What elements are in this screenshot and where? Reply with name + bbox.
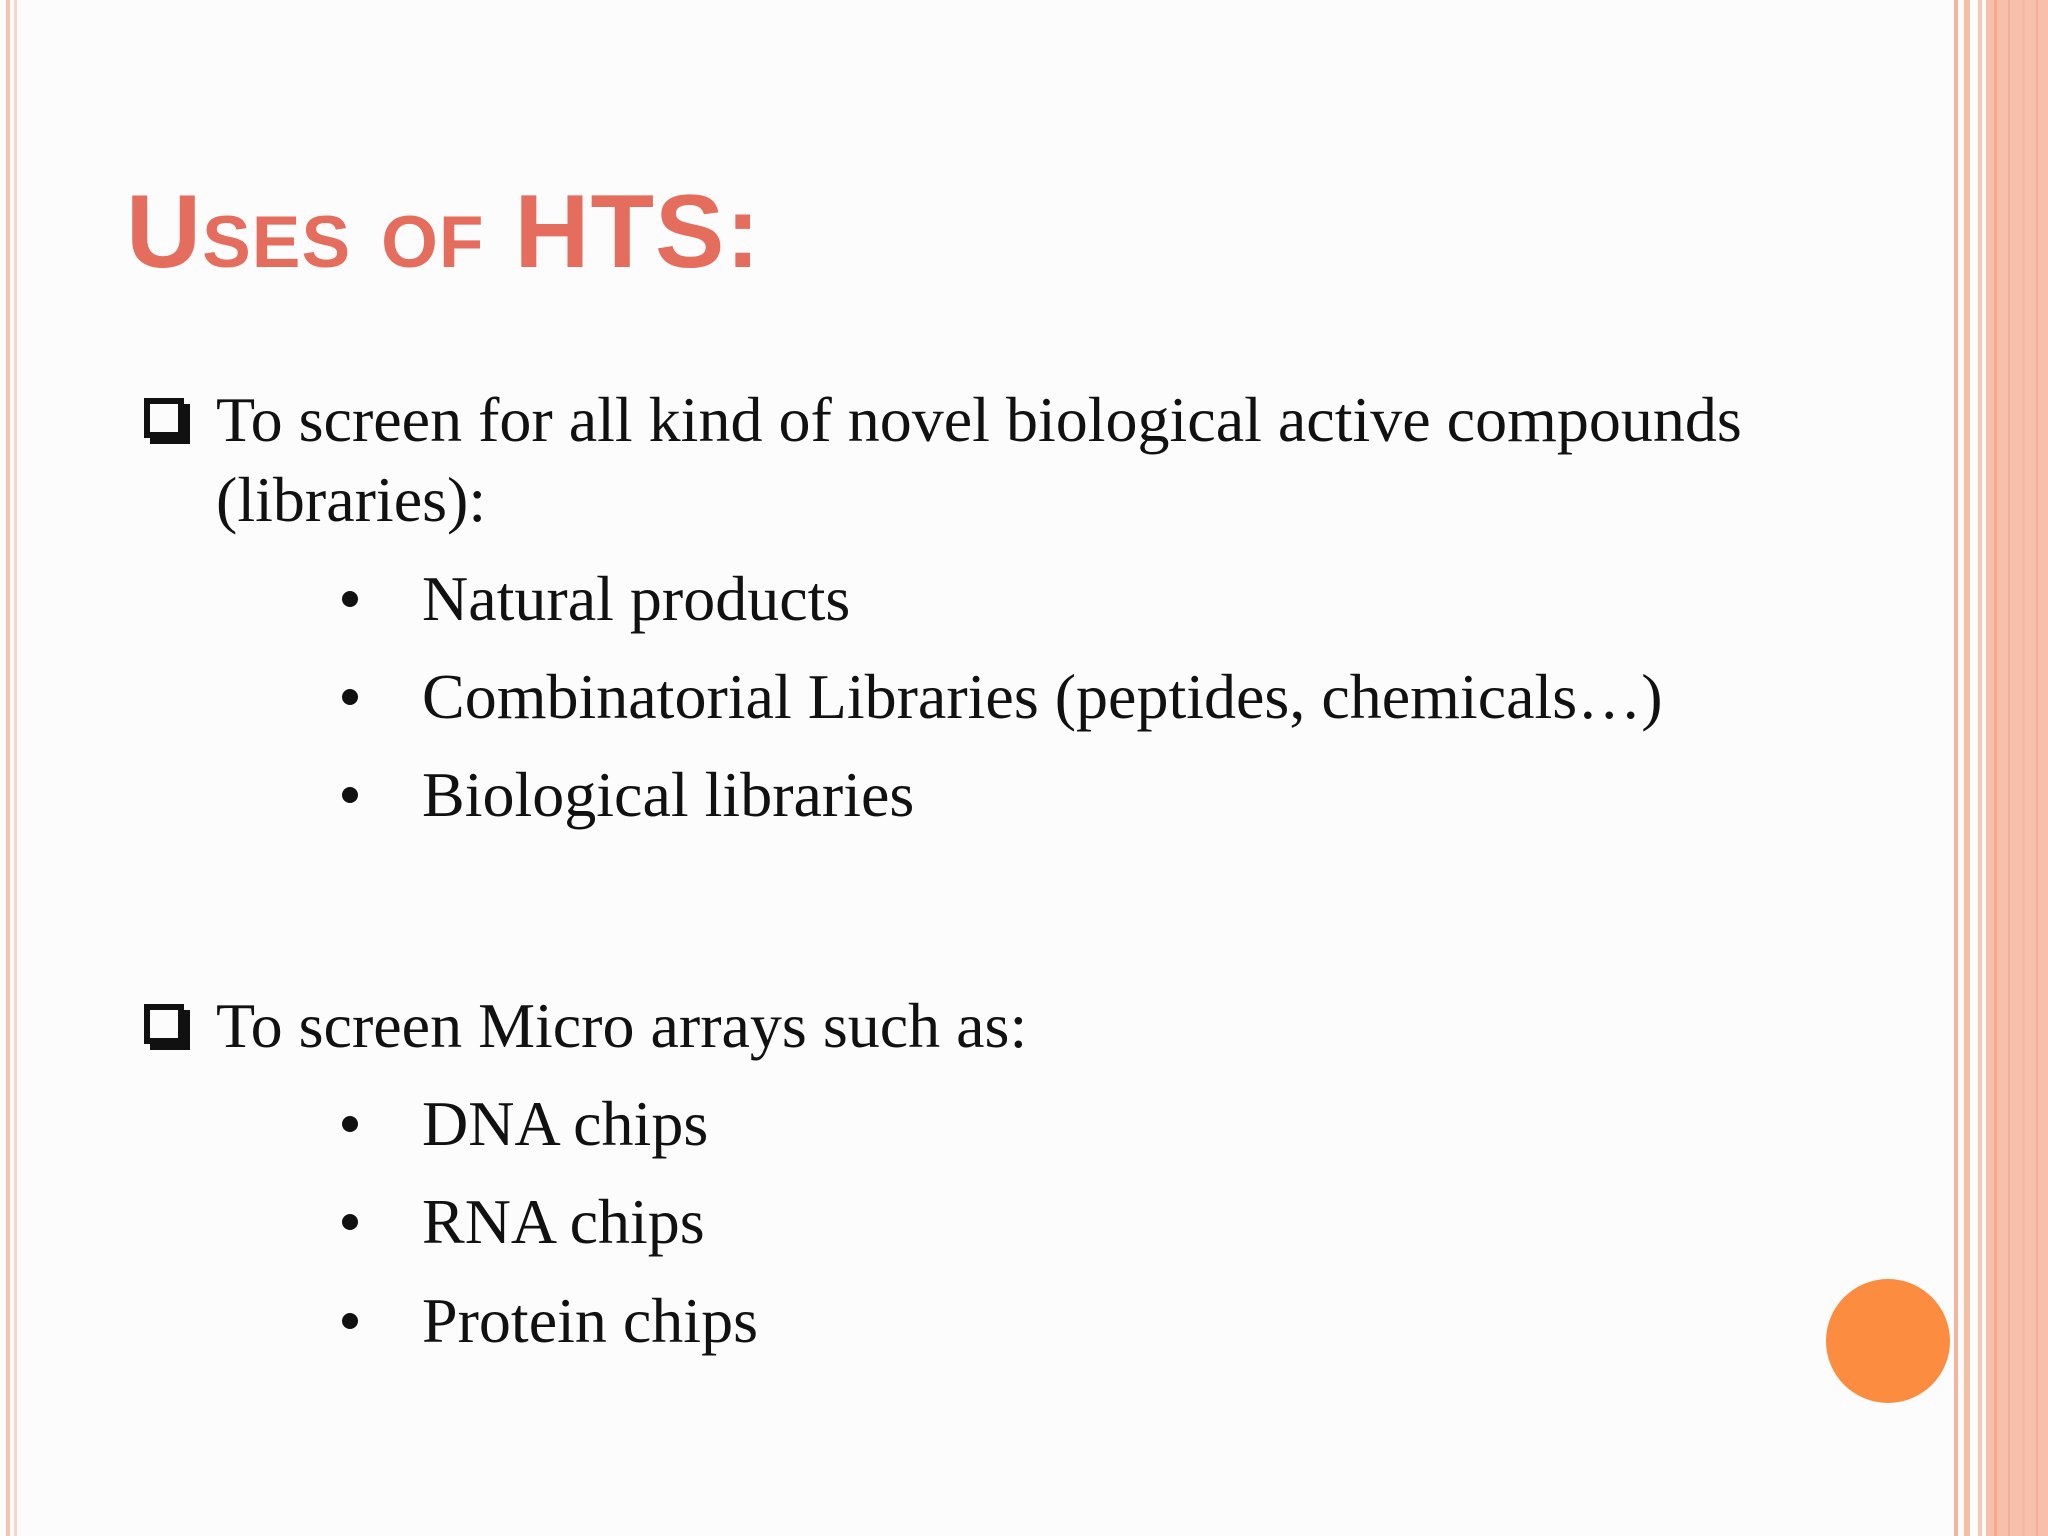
list-item: Natural products xyxy=(422,563,851,634)
list-item: DNA chips xyxy=(422,1088,709,1159)
list-item: Biological libraries xyxy=(422,759,915,830)
slide-title: Uses of HTS: xyxy=(126,174,761,290)
bullet-dot-icon xyxy=(342,1116,358,1132)
bullet-dot-icon xyxy=(342,1313,358,1329)
hollow-square-icon xyxy=(144,398,184,438)
bullet-dot-icon xyxy=(342,689,358,705)
list-item: Combinatorial Libraries (peptides, chemicals…) xyxy=(422,661,1663,732)
right-decor-stripe xyxy=(1994,0,1997,1536)
bullet-dot-icon xyxy=(342,787,358,803)
right-decor-stripe xyxy=(1978,0,1982,1536)
hollow-square-icon xyxy=(144,1004,184,1044)
section-1-line-2: (libraries): xyxy=(216,464,487,535)
accent-circle xyxy=(1826,1279,1950,1403)
right-decor-stripe xyxy=(2022,0,2025,1536)
section-2-line-1: To screen Micro arrays such as: xyxy=(216,990,1028,1061)
right-decor-stripe xyxy=(1964,0,1970,1536)
list-item: Protein chips xyxy=(422,1285,758,1356)
right-decor-stripe xyxy=(2008,0,2010,1536)
left-border-line xyxy=(6,0,10,1536)
bullet-dot-icon xyxy=(342,591,358,607)
section-1-line-1: To screen for all kind of novel biological active compounds xyxy=(216,384,1742,455)
right-decor-stripe xyxy=(1954,0,1958,1536)
list-item: RNA chips xyxy=(422,1186,705,1257)
right-decor-stripe xyxy=(2036,0,2038,1536)
bullet-dot-icon xyxy=(342,1214,358,1230)
left-border-line xyxy=(14,0,17,1536)
